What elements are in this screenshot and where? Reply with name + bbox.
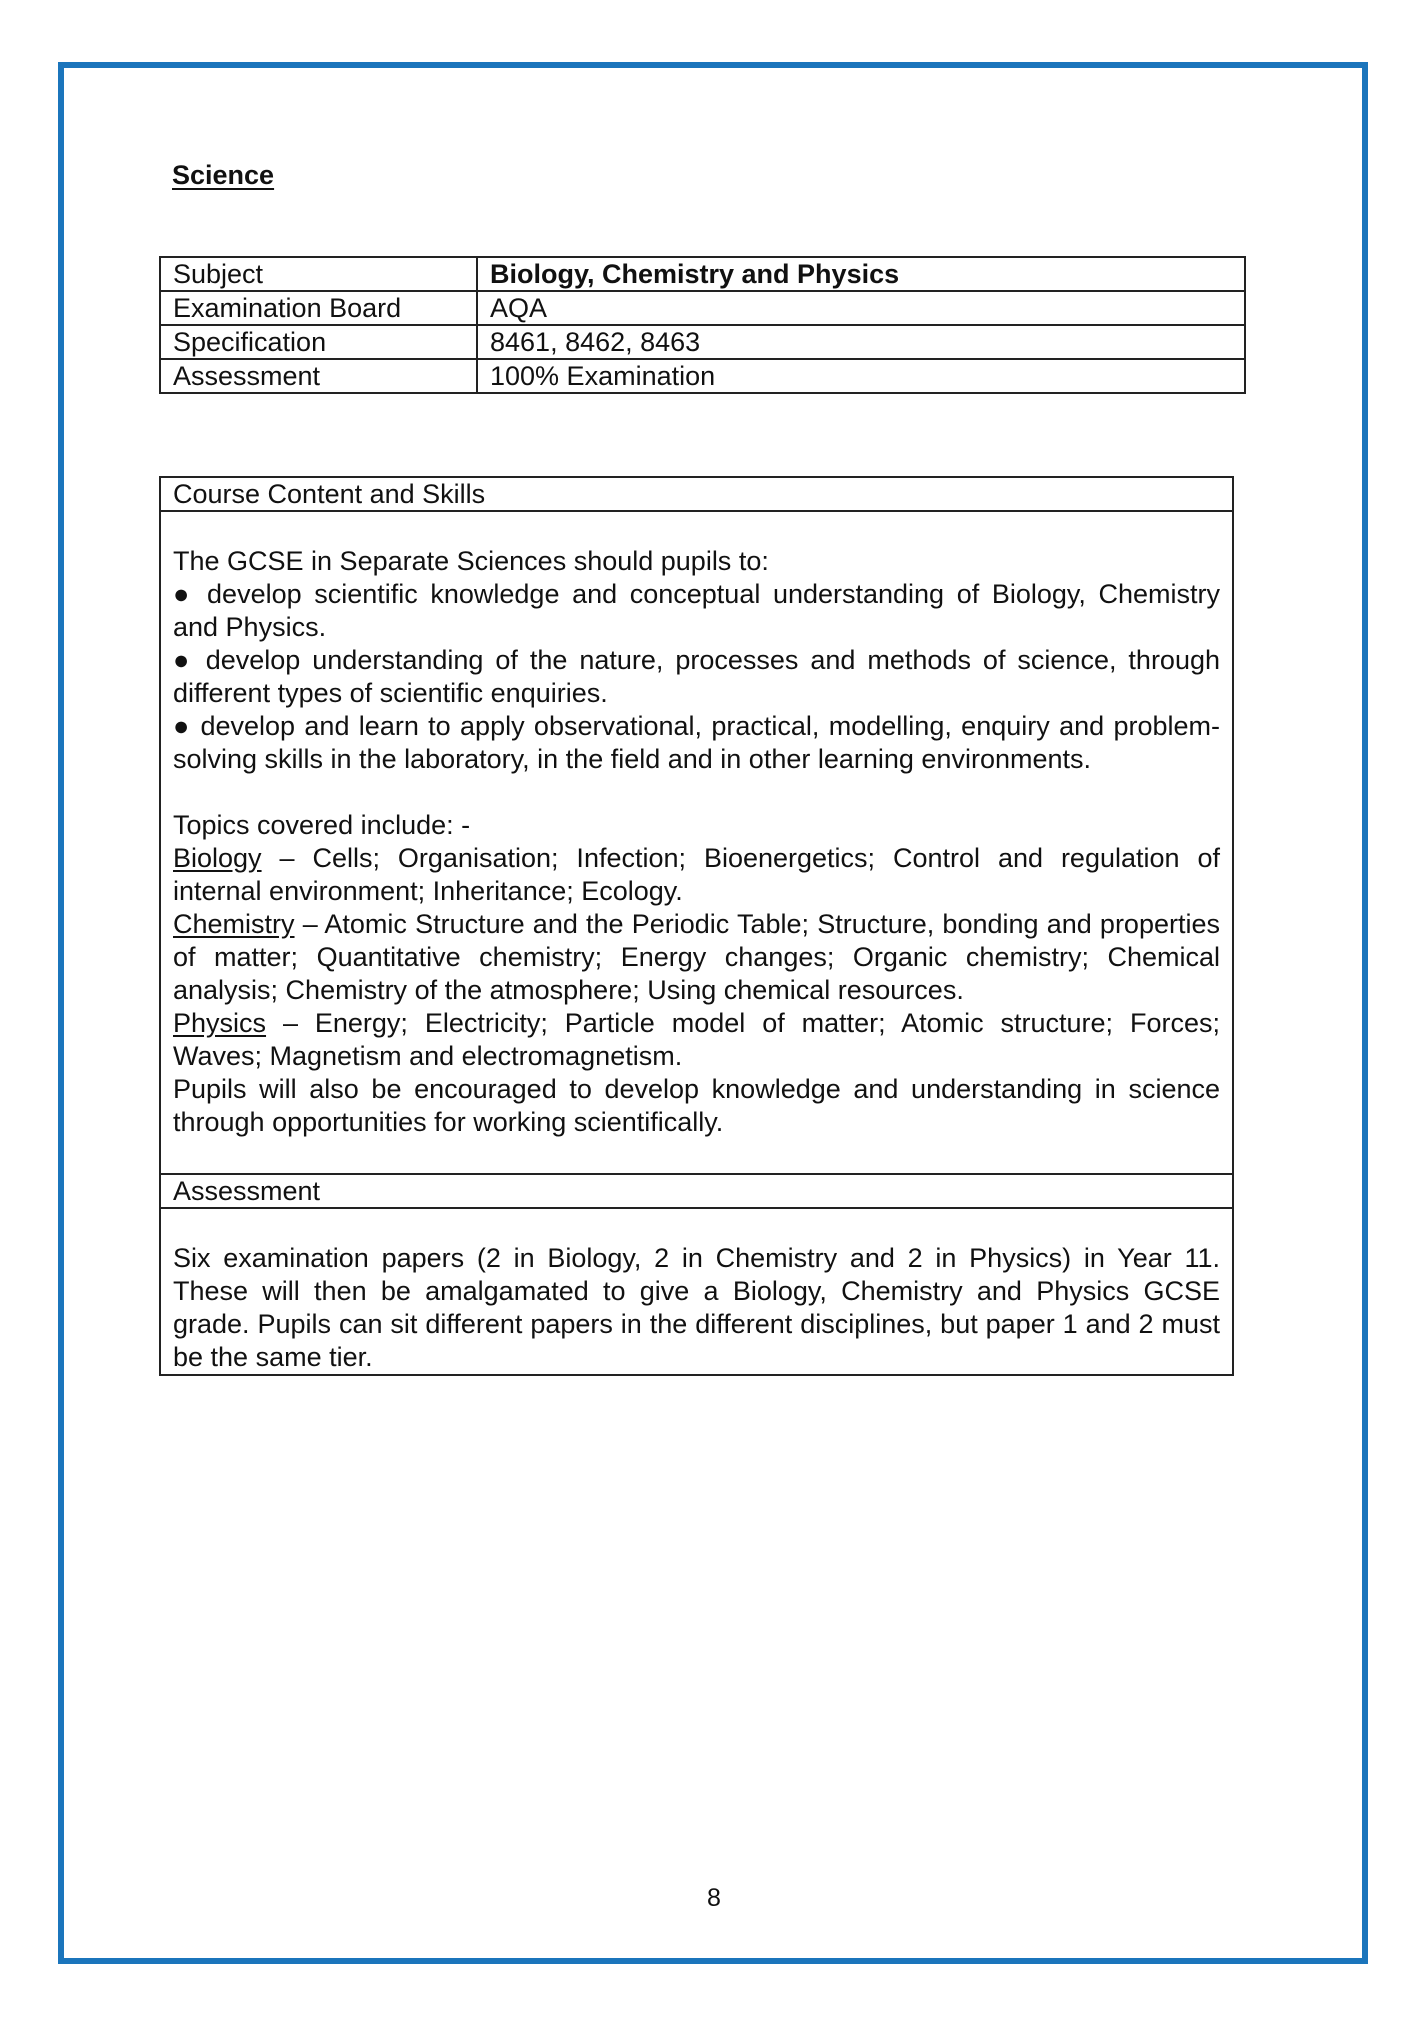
exam-board-value: AQA <box>477 291 1245 325</box>
page-number: 8 <box>707 1884 721 1912</box>
topic-text: – Cells; Organisation; Infection; Bioenergetics; Control and regulation of internal environment; Inheritance; Ecology. <box>173 843 1220 906</box>
subject-label: Subject <box>160 257 477 291</box>
specification-label: Specification <box>160 325 477 359</box>
assessment-header: Assessment <box>160 1174 1233 1208</box>
topic-name: Physics <box>173 1008 267 1038</box>
table-row <box>160 359 1245 393</box>
topic-name: Biology <box>173 843 262 873</box>
course-header: Course Content and Skills <box>160 477 1233 511</box>
topic-biology <box>173 842 1220 908</box>
assessment-label: Assessment <box>160 359 477 393</box>
table-row <box>160 325 1245 359</box>
table-row <box>160 477 1233 511</box>
course-bullet: ● develop scientific knowledge and conceptual understanding of Biology, Chemistry and Physics. <box>173 579 1220 642</box>
topic-chemistry <box>173 908 1220 1007</box>
table-row <box>160 1208 1233 1375</box>
subject-info-table <box>159 256 1246 394</box>
course-intro: The GCSE in Separate Sciences should pupils to: <box>173 546 769 576</box>
course-closing: Pupils will also be encouraged to develop knowledge and understanding in science through opportunities for working scientifically. <box>173 1074 1220 1137</box>
course-content-table <box>159 476 1234 1376</box>
assessment-text: Six examination papers (2 in Biology, 2 in Chemistry and 2 in Physics) in Year 11. These will then be amalgamated to give a Biology, Chemistry and Physics GCSE grade. Pupils can sit different papers in the different disciplines, but paper 1 and 2 must be the same tier. <box>173 1243 1220 1372</box>
topic-text: – Energy; Electricity; Particle model of matter; Atomic structure; Forces; Waves; Magnetism and electromagnetism. <box>173 1008 1220 1071</box>
page-title: Science <box>172 160 275 190</box>
topic-physics <box>173 1007 1220 1073</box>
exam-board-label: Examination Board <box>160 291 477 325</box>
topic-name: Chemistry <box>173 909 295 939</box>
table-row <box>160 1174 1233 1208</box>
assessment-value: 100% Examination <box>477 359 1245 393</box>
subject-value: Biology, Chemistry and Physics <box>477 257 1245 291</box>
topics-intro: Topics covered include: - <box>173 810 471 840</box>
table-row <box>160 511 1233 1174</box>
course-bullet: ● develop and learn to apply observational, practical, modelling, enquiry and problem-solving skills in the laboratory, in the field and in other learning environments. <box>173 711 1220 774</box>
table-row <box>160 291 1245 325</box>
course-bullet: ● develop understanding of the nature, processes and methods of science, through different types of scientific enquiries. <box>173 645 1220 708</box>
topic-text: – Atomic Structure and the Periodic Table; Structure, bonding and properties of matter; Quantitative chemistry; Energy changes; Organic chemistry; Chemical analysis; Chemistry of the atmosphere; Using chemical resources. <box>173 909 1220 1005</box>
assessment-body <box>160 1208 1233 1375</box>
table-row <box>160 257 1245 291</box>
course-body <box>160 511 1233 1174</box>
specification-value: 8461, 8462, 8463 <box>477 325 1245 359</box>
